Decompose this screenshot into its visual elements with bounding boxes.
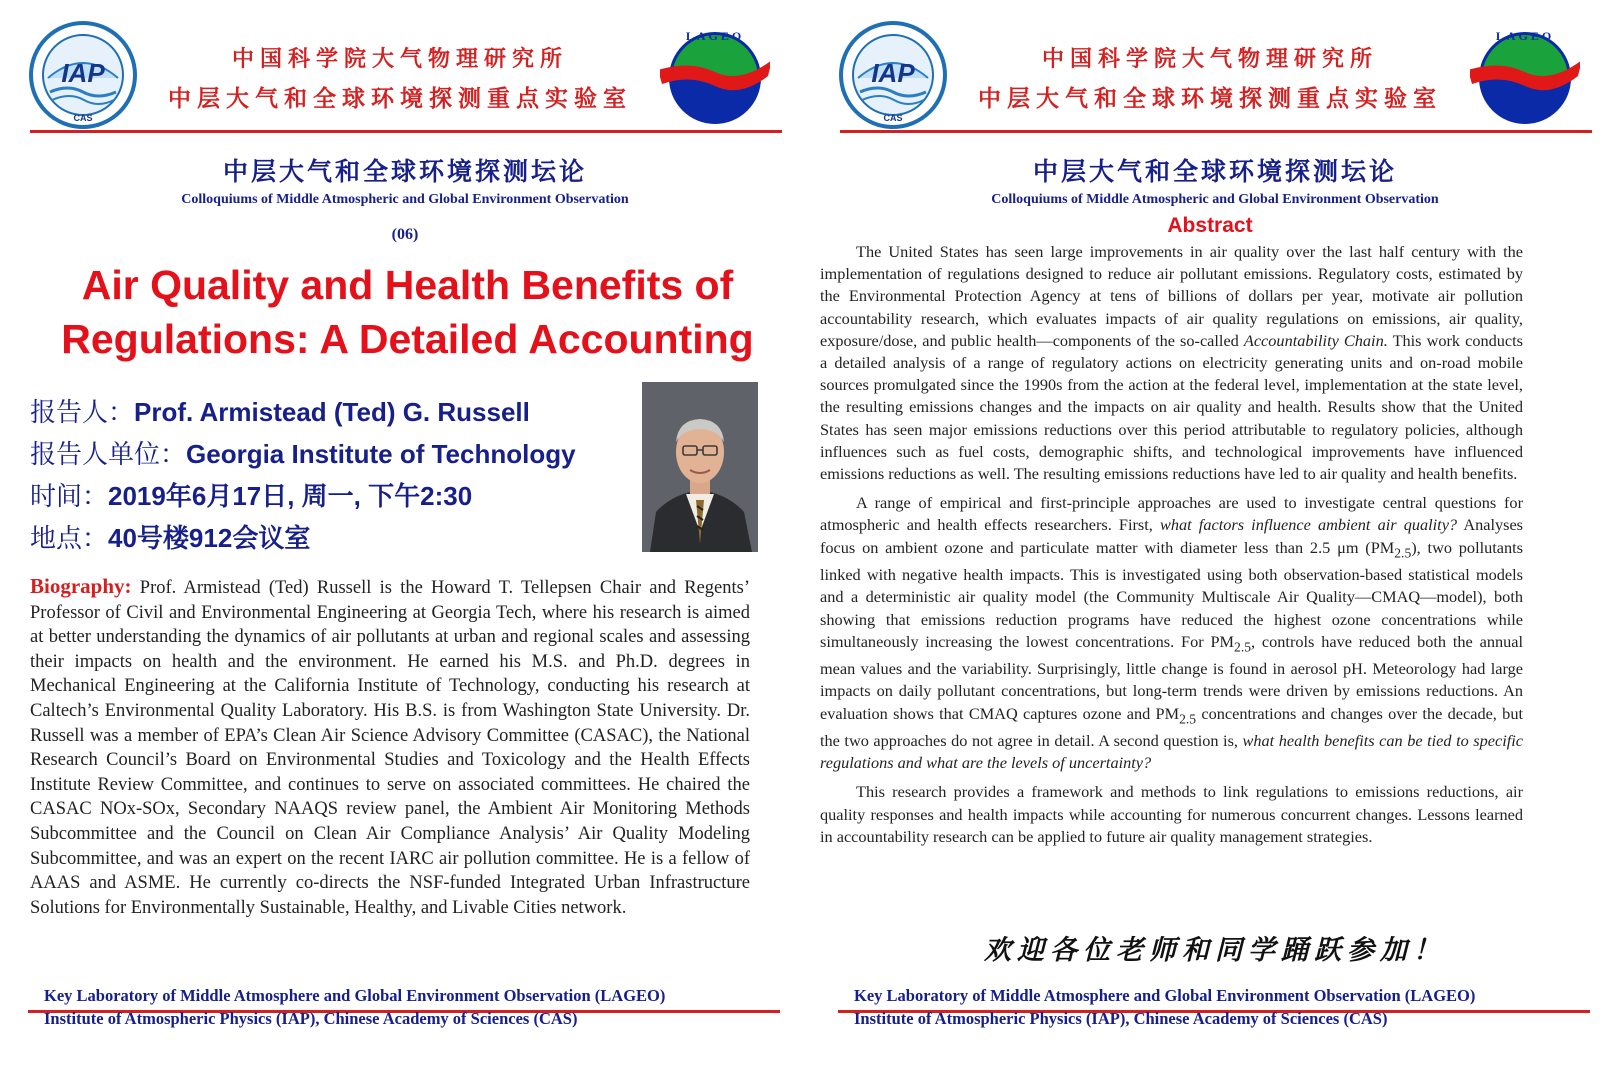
abstract-p2-question-2: what health benefits can be tied to specific regulations and what are the levels of uncertainty? [820,731,1523,773]
talk-title-line-1: Air Quality and Health Benefits of [81,262,734,308]
iap-logo [838,20,948,130]
place-value: 40号楼912会议室 [108,523,311,553]
place-label: 地点： [30,524,109,554]
biography-text: Prof. Armistead (Ted) Russell is the Howard T. Tellepsen Chair and Regents’ Professor of Civil and Environmental Engineering at Georgia Tech, where his research is aimed at better understanding the dynamics of air pollutants at urban and regional scales and assessing their impacts on health and the environment. He earned his M.S. and Ph.D. degrees in Mechanical Engineering at the California Institute of Technology, conducting his research at Caltech’s Environmental Quality Laboratory. His B.S. is from Washington State University. Dr. Russell was a member of EPA’s Clean Air Science Advisory Committee (CASAC), the National Research Council’s Board on Environmental Studies and Toxicology and the Health Effects Institute Review Committee, and continues to serve on associated committees. He chaired the CASAC NOx-SOx, Secondary NAAQS review panel, the Ambient Air Monitoring Methods Subcommittee and the Council on Clean Air Compliance Analysis’ Air Quality Modeling Subcommittee, and was an expert on the recent IARC air pollution committee. He is a fellow of AAAS and ASME. He currently co-directs the NSF-funded Integrated Urban Infrastructure Solutions for Environmentally Sustainable, Healthy, and Livable Cities network. [30,578,750,918]
iap-logo [28,20,138,130]
abstract-paragraph-2 [820,492,1523,774]
footer-lab-name: Key Laboratory of Middle Atmosphere and Global Environment Observation (LAGEO) [44,986,666,1005]
issue-number: (06) [391,226,419,243]
lageo-logo [660,20,770,130]
institute-name-cn: 中国科学院大气物理研究所 [1041,46,1378,72]
header-divider [30,130,782,133]
time-row [30,476,472,513]
abstract-p2-text-b: Analyses focus on ambient ozone and particulate matter with diameter less than 2.5 μm (PM [820,515,1524,557]
footer-institute-name: Institute of Atmospheric Physics (IAP), Chinese Academy of Sciences (CAS) [854,1009,1388,1028]
footer-institute-name: Institute of Atmospheric Physics (IAP), Chinese Academy of Sciences (CAS) [44,1009,578,1028]
institute-name-cn: 中国科学院大气物理研究所 [231,46,568,72]
affiliation-row [30,434,576,471]
pm-subscript: 2.5 [1179,710,1197,726]
abstract-p1-text-a: The United States has seen large improvements in air quality over the last half century with the implementation of regulations designed to reduce air pollutant emissions. Regulatory costs, estimated by the Environmental Protection Agency at tens of billions of dollars per year, motivate air pollution accountability research, which evaluates impacts of air quality regulations on emissions, air quality, exposure/dose, and public health—components of the so-called [820,242,1523,350]
affiliation-label: 报告人单位： [30,440,187,470]
lageo-logo [1470,20,1580,130]
speaker-name: Prof. Armistead (Ted) G. Russell [134,397,530,427]
pm-subscript: 2.5 [1394,544,1412,560]
forum-title-en: Colloquiums of Middle Atmospheric and Global Environment Observation [181,192,629,207]
abstract-body [820,241,1523,848]
place-row [30,518,310,555]
iap-logo-text: IAP [61,58,105,88]
forum-title-en: Colloquiums of Middle Atmospheric and Global Environment Observation [991,192,1439,207]
abstract-p2-text-a: A range of empirical and first-principle approaches are used to investigate central questions for atmospheric and health effects researchers. First, [820,493,1523,535]
forum-title-cn: 中层大气和全球环境探测坛论 [222,157,587,186]
abstract-p2-text-c: ), two pollutants linked with negative health impacts. This is investigated using both observation-based statistical models and a deterministic air quality model (the Community Multiscale Air Quality—CMAQ—model), both showing that emissions reduction programs have reduced the highest ozone concentrations while simultaneously increasing the lowest concentrations. For PM [820,537,1524,651]
affiliation-name: Georgia Institute of Technology [186,439,576,469]
lab-name-cn: 中层大气和全球环境探测重点实验室 [978,85,1442,112]
time-label: 时间： [30,482,109,512]
lab-name-cn: 中层大气和全球环境探测重点实验室 [168,85,632,112]
abstract-p2-question-1: what factors influence ambient air quality? [1160,515,1458,535]
speaker-photo [642,382,758,552]
abstract-p2-text-d: , controls have reduced both the annual mean values and the variability. Surprisingly, little change is found in aerosol pH. Meteorology had large impacts on daily pollutant concentrations, but long-term trends were driven by emissions reductions. An evaluation shows that CMAQ captures ozone and PM [820,631,1524,723]
iap-logo-subtext: CAS [73,113,93,123]
lageo-logo-text: LAGEO [1495,29,1555,43]
lageo-logo-text: LAGEO [685,29,745,43]
welcome-message: 欢迎各位老师和同学踊跃参加！ [984,935,1446,966]
abstract-paragraph-1 [820,241,1523,485]
header-divider [840,130,1592,133]
speaker-row [30,392,530,429]
abstract-paragraph-3: This research provides a framework and methods to link regulations to emissions reductions, air quality responses and health impacts while accounting for numerous concurrent changes. Lessons learned in accountability research can be applied to future air quality management strategies. [820,782,1523,846]
forum-title-cn: 中层大气和全球环境探测坛论 [1032,157,1397,186]
speaker-label: 报告人： [30,398,135,428]
abstract-p1-text-b: This work conducts a detailed analysis of a range of regulatory actions on electricity generating units and on-road mobile sources promulgated since the 1990s from the action at the federal level, implementation at the state level, the resulting emissions changes and the impacts on air quality and health. Results show that the United States has seen major emissions reductions over this period attributable to regulatory policies, although influences such as fuel costs, demographic shifts, and technological improvements have influenced emissions reductions as well. The resulting emissions reductions have led to air quality and health benefits. [820,330,1524,484]
iap-logo-subtext: CAS [883,113,903,123]
time-value: 2019年6月17日, 周一, 下午2:30 [108,481,473,511]
talk-title-line-2: Regulations: A Detailed Accounting [61,316,754,362]
abstract-heading: Abstract [1167,214,1253,237]
biography-label: Biography: [30,574,132,598]
biography [30,574,750,920]
pm-subscript: 2.5 [1234,638,1252,654]
footer-lab-name: Key Laboratory of Middle Atmosphere and Global Environment Observation (LAGEO) [854,986,1476,1005]
abstract-p1-emphasis: Accountability Chain. [1243,330,1388,350]
talk-title [10,258,805,366]
abstract-p2-text-e: concentrations and changes over the decade, but the two approaches do not agree in detail. A second question is, [820,703,1523,751]
iap-logo-text: IAP [871,58,915,88]
